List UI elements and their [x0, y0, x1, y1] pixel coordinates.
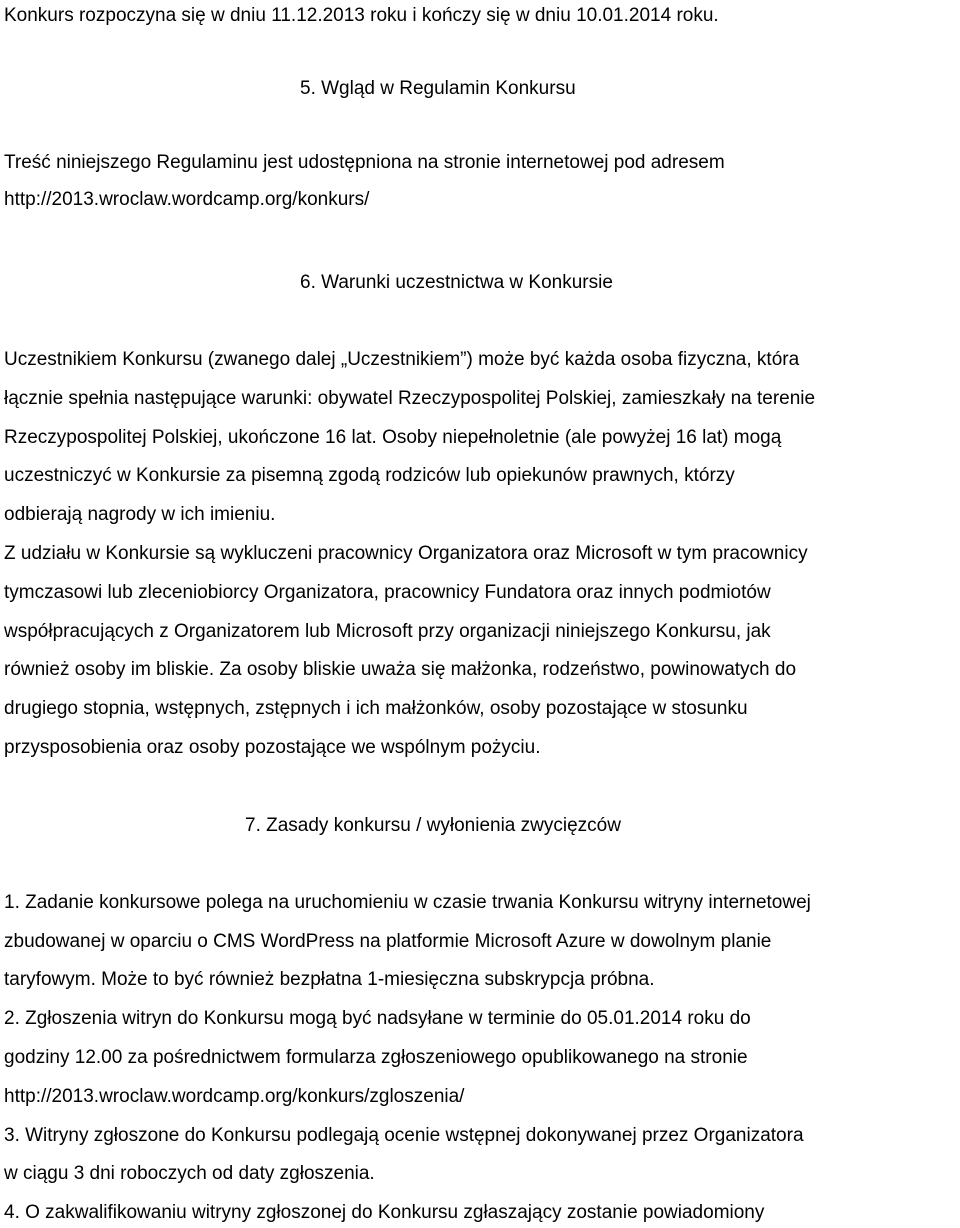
section-7-text-line: godziny 12.00 za pośrednictwem formularza zgłoszeniowego opublikowanego na stronie — [4, 1047, 748, 1068]
section-7-text-line: 3. Witryny zgłoszone do Konkursu podlegają ocenie wstępnej dokonywanej przez Organizatora — [4, 1125, 804, 1146]
section-7-url-link[interactable]: http://2013.wroclaw.wordcamp.org/konkurs/zgloszenia/ — [4, 1086, 465, 1107]
section-6-text-line: uczestniczyć w Konkursie za pisemną zgodą rodziców lub opiekunów prawnych, którzy — [4, 465, 735, 486]
section-6-text-line: drugiego stopnia, wstępnych, zstępnych i ich małżonków, osoby pozostające w stosunku — [4, 698, 748, 719]
section-5-heading: 5. Wgląd w Regulamin Konkursu — [300, 78, 576, 99]
section-6-text-line: przysposobienia oraz osoby pozostające we wspólnym pożyciu. — [4, 737, 541, 758]
section-6-text-line: również osoby im bliskie. Za osoby bliskie uważa się małżonka, rodzeństwo, powinowatych do — [4, 659, 797, 680]
section-6-text-line: tymczasowi lub zleceniobiorcy Organizatora, pracownicy Fundatora oraz innych podmiotów — [4, 582, 771, 603]
section-7-text-line: 2. Zgłoszenia witryn do Konkursu mogą być nadsyłane w terminie do 05.01.2014 roku do — [4, 1008, 751, 1029]
section-7-heading: 7. Zasady konkursu / wyłonienia zwycięzców — [245, 815, 621, 836]
section-7-text-line: w ciągu 3 dni roboczych od daty zgłoszenia. — [4, 1163, 375, 1184]
section-6-text-line: odbierają nagrody w ich imieniu. — [4, 504, 276, 525]
section-6-text-line: Rzeczypospolitej Polskiej, ukończone 16 lat. Osoby niepełnoletnie (ale powyżej 16 lat) mogą — [4, 427, 782, 448]
section-6-text-line: współpracujących z Organizatorem lub Microsoft przy organizacji niniejszego Konkursu, jak — [4, 621, 771, 642]
section-5-text-line: Treść niniejszego Regulaminu jest udostępniona na stronie internetowej pod adresem — [4, 152, 725, 173]
section-6-text-line: Uczestnikiem Konkursu (zwanego dalej „Uczestnikiem”) może być każda osoba fizyczna, która — [4, 349, 800, 370]
section-6-text-line: Z udziału w Konkursie są wykluczeni pracownicy Organizatora oraz Microsoft w tym pracownicy — [4, 543, 808, 564]
section-6-heading: 6. Warunki uczestnictwa w Konkursie — [300, 272, 613, 293]
section-7-text-line: 4. O zakwalifikowaniu witryny zgłoszonej do Konkursu zgłaszający zostanie powiadomiony — [4, 1202, 765, 1223]
section-7-text-line: 1. Zadanie konkursowe polega na uruchomieniu w czasie trwania Konkursu witryny internetowej — [4, 892, 811, 913]
intro-paragraph: Konkurs rozpoczyna się w dniu 11.12.2013 roku i kończy się w dniu 10.01.2014 roku. — [4, 5, 719, 26]
section-7-text-line: taryfowym. Może to być również bezpłatna 1-miesięczna subskrypcja próbna. — [4, 969, 655, 990]
section-5-url-link[interactable]: http://2013.wroclaw.wordcamp.org/konkurs/ — [4, 189, 370, 210]
section-7-text-line: zbudowanej w oparciu o CMS WordPress na platformie Microsoft Azure w dowolnym planie — [4, 931, 772, 952]
section-6-text-line: łącznie spełnia następujące warunki: obywatel Rzeczypospolitej Polskiej, zamieszkały na terenie — [4, 388, 816, 409]
